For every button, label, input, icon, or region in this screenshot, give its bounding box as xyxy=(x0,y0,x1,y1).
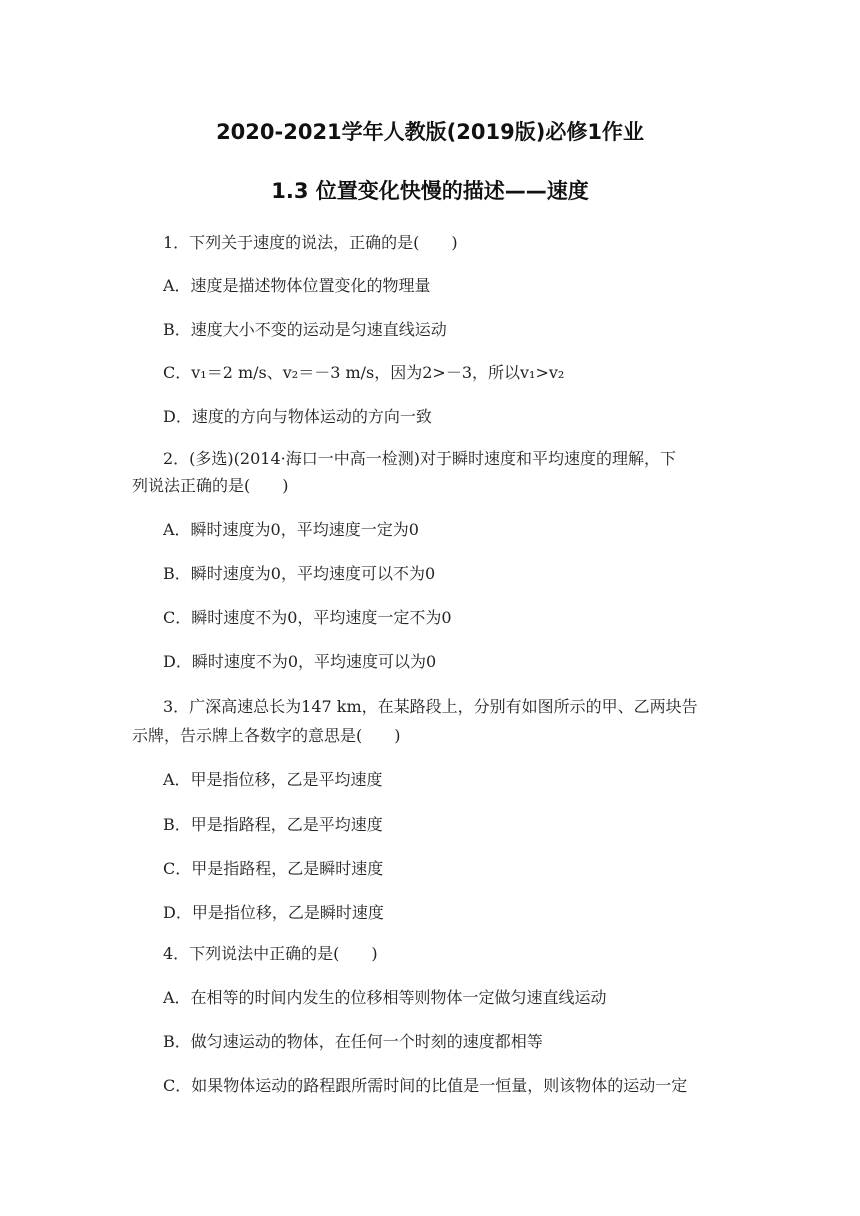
question-1-option-b: B．速度大小不变的运动是匀速直线运动 xyxy=(163,320,447,339)
question-1-stem: 1．下列关于速度的说法，正确的是( ) xyxy=(163,233,458,252)
document-title: 2020-2021学年人教版(2019版)必修1作业 xyxy=(216,120,644,144)
question-3-option-a: A．甲是指位移，乙是平均速度 xyxy=(163,770,383,789)
section-title: 1.3 位置变化快慢的描述——速度 xyxy=(271,179,589,203)
question-3-option-d: D．甲是指位移，乙是瞬时速度 xyxy=(163,903,384,922)
question-2-stem: 2．(多选)(2014·海口一中高一检测)对于瞬时速度和平均速度的理解，下 xyxy=(163,449,676,468)
question-1-option-c: C．v₁＝2 m/s、v₂＝－3 m/s，因为2>－3，所以v₁>v₂ xyxy=(163,363,565,382)
question-1-option-d: D．速度的方向与物体运动的方向一致 xyxy=(163,407,432,426)
question-4-option-c: C．如果物体运动的路程跟所需时间的比值是一恒量，则该物体的运动一定 xyxy=(163,1076,688,1095)
question-2-option-c: C．瞬时速度不为0，平均速度一定不为0 xyxy=(163,608,452,627)
question-2-stem-cont: 列说法正确的是( ) xyxy=(132,476,289,495)
question-4-option-b: B．做匀速运动的物体，在任何一个时刻的速度都相等 xyxy=(163,1032,543,1051)
question-3-option-b: B．甲是指路程，乙是平均速度 xyxy=(163,815,383,834)
question-2-option-b: B．瞬时速度为0，平均速度可以不为0 xyxy=(163,564,436,583)
question-3-stem-cont: 示牌，告示牌上各数字的意思是( ) xyxy=(132,726,401,745)
question-2-option-a: A．瞬时速度为0，平均速度一定为0 xyxy=(163,520,419,539)
question-4-option-a: A．在相等的时间内发生的位移相等则物体一定做匀速直线运动 xyxy=(163,988,607,1007)
question-4-stem: 4．下列说法中正确的是( ) xyxy=(163,944,378,963)
question-3-option-c: C．甲是指路程，乙是瞬时速度 xyxy=(163,859,384,878)
question-2-option-d: D．瞬时速度不为0，平均速度可以为0 xyxy=(163,652,437,671)
question-1-option-a: A．速度是描述物体位置变化的物理量 xyxy=(163,276,431,295)
question-3-stem: 3．广深高速总长为147 km，在某路段上，分别有如图所示的甲、乙两块告 xyxy=(163,697,698,716)
